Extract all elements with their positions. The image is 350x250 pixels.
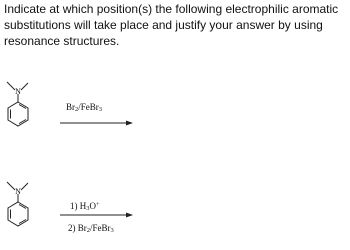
question-text: Indicate at which position(s) the following electrophilic aromatic substitutions will take place and justify your answer by using resonance structures. bbox=[4, 2, 339, 48]
dimethylaniline-structure-icon bbox=[2, 180, 38, 232]
reagent-br-subscript: 2 bbox=[75, 106, 79, 113]
step2-br-subscript: 2 bbox=[86, 227, 90, 234]
reagent-br: Br bbox=[66, 102, 75, 112]
reagent-febr-subscript: 3 bbox=[98, 106, 103, 113]
step2-prefix: 2) Br bbox=[68, 223, 87, 233]
reaction-arrow-icon bbox=[60, 119, 134, 127]
step1-h-subscript: 3 bbox=[86, 205, 90, 212]
reaction-arrow-icon bbox=[60, 211, 134, 219]
step1-oxygen: O bbox=[89, 201, 96, 211]
reagent-step-2 bbox=[68, 223, 114, 234]
reagent-separator: /FeBr bbox=[78, 102, 99, 112]
nitrogen-label: N bbox=[15, 87, 21, 96]
reagent-1 bbox=[66, 102, 102, 113]
step1-charge: + bbox=[96, 201, 100, 208]
step1-prefix: 1) H bbox=[70, 201, 87, 211]
step2-febr-subscript: 3 bbox=[110, 227, 114, 234]
nitrogen-label: N bbox=[15, 187, 21, 196]
dimethylaniline-structure-icon bbox=[2, 80, 38, 130]
step2-separator: /FeBr bbox=[90, 223, 111, 233]
